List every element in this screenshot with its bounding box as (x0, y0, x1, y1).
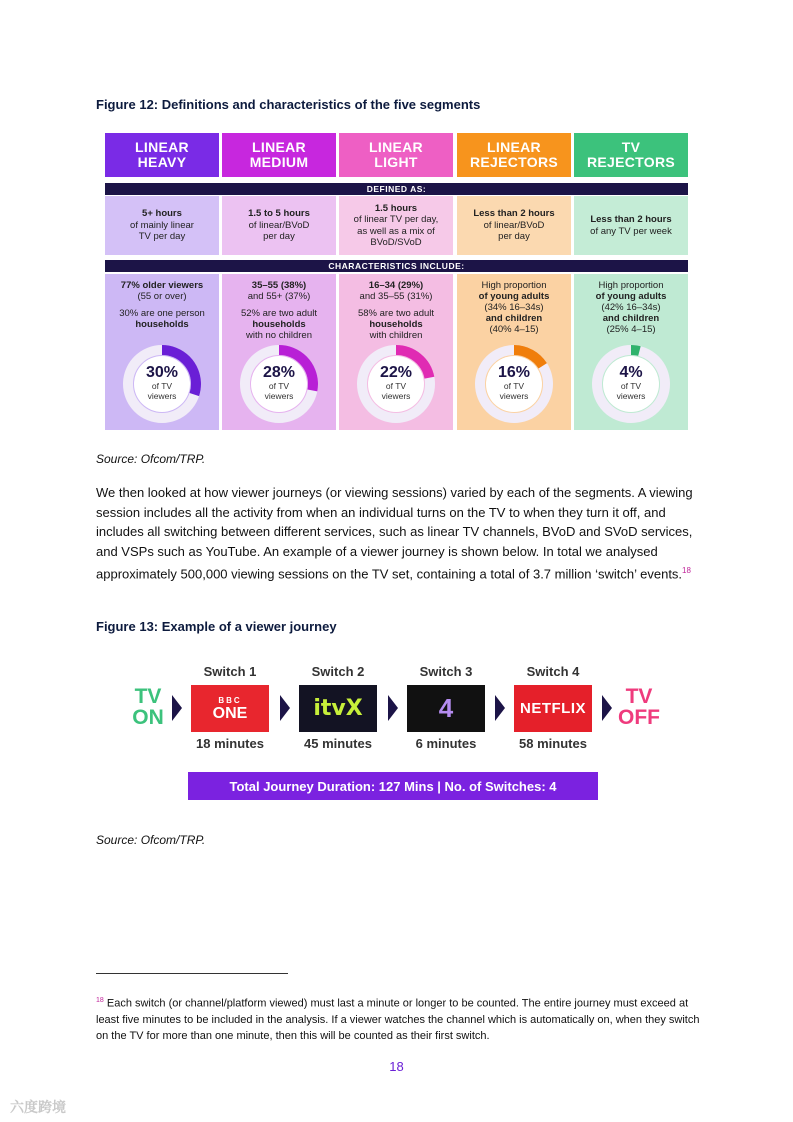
netflix-logo (514, 685, 592, 732)
characteristic-line: with children (369, 330, 423, 341)
share-label-1: of TV (151, 381, 173, 391)
share-percent: 22% (379, 364, 413, 381)
donut-label (472, 364, 556, 401)
watermark: 六度跨境 (10, 1099, 66, 1115)
definition-line: of any TV per week (590, 225, 672, 237)
characteristic-line: and children (485, 313, 543, 324)
segment-definition (105, 196, 219, 255)
switch-2-minutes: 45 minutes (304, 736, 372, 751)
switch-3-minutes: 6 minutes (415, 736, 477, 751)
segment-definition (457, 196, 571, 255)
definition-line: of linear/BVoD (483, 219, 545, 231)
segment-definition (222, 196, 336, 255)
donut-label (354, 364, 438, 401)
tv-off-label (614, 686, 664, 728)
definition-line: 1.5 hours (374, 202, 418, 214)
segment-name-line1: TV (621, 139, 641, 155)
segment-name-line2: REJECTORS (469, 154, 559, 170)
footnote-text: Each switch (or channel/platform viewed) must last a minute or longer to be counted. The entire journey must exceed at least five minutes to be included in the analysis. If a viewer watches the channel which is automatically on, when they switch on the TV for more than one minute, then this will be counted as their first switch. (96, 997, 700, 1042)
share-percent: 28% (262, 364, 296, 381)
definition-line: 1.5 to 5 hours (248, 208, 310, 220)
figure-12-source: Source: Ofcom/TRP. (96, 452, 206, 466)
donut-label (589, 364, 673, 401)
bbc-one-logo (191, 685, 269, 732)
figure-13-title: Figure 13: Example of a viewer journey (96, 619, 337, 634)
footnote-number: 18 (96, 997, 104, 1004)
switch-4-label: Switch 4 (526, 664, 580, 679)
tv-off-line2: OFF (618, 706, 660, 729)
defined-as-band: DEFINED AS: (105, 183, 688, 195)
arrow-icon (602, 695, 612, 721)
segment-characteristics (222, 274, 336, 430)
share-label-2: viewers (616, 391, 646, 401)
figure-12-title: Figure 12: Definitions and characteristics of the five segments (96, 97, 481, 112)
share-label-1: of TV (620, 381, 642, 391)
footnote (96, 993, 706, 1044)
characteristic-line: (25% 4–15) (606, 324, 656, 335)
characteristic-line: 35–55 (38%) (251, 280, 307, 291)
definition-line: as well as a mix of (357, 225, 435, 237)
channel-4-text: 4 (438, 693, 454, 723)
tv-on-line1: TV (134, 685, 162, 708)
characteristic-line: 52% are two adult (240, 308, 318, 319)
share-percent: 16% (497, 364, 531, 381)
characteristic-line: 30% are one person (119, 308, 205, 319)
segment-header (574, 133, 688, 177)
segment-name-line1: LINEAR (369, 139, 423, 155)
footnote-divider (96, 973, 288, 974)
segment-header (339, 133, 453, 177)
characteristic-line: and 55+ (37%) (247, 291, 311, 302)
arrow-icon (280, 695, 290, 721)
definition-line: TV per day (138, 231, 186, 243)
characteristic-line: High proportion (481, 280, 547, 291)
share-percent: 4% (619, 364, 643, 381)
share-label-1: of TV (503, 381, 525, 391)
switch-1-label: Switch 1 (203, 664, 257, 679)
body-paragraph (96, 483, 706, 584)
characteristic-line: (42% 16–34s) (601, 302, 661, 313)
share-label-2: viewers (381, 391, 411, 401)
characteristic-line: households (135, 319, 189, 330)
characteristic-line: with no children (245, 330, 312, 341)
figure-13-source: Source: Ofcom/TRP. (96, 833, 206, 847)
donut-label (237, 364, 321, 401)
switch-1-minutes: 18 minutes (196, 736, 264, 751)
switch-2-label: Switch 2 (311, 664, 365, 679)
segment-characteristics (339, 274, 453, 430)
definition-line: 5+ hours (142, 208, 182, 220)
arrow-icon (388, 695, 398, 721)
bbc-blocks: BBC (218, 695, 242, 705)
characteristic-line: High proportion (598, 280, 664, 291)
segment-characteristics (105, 274, 219, 430)
netflix-text: NETFLIX (520, 700, 586, 717)
characteristics-text (578, 280, 684, 335)
characteristic-line: households (252, 319, 306, 330)
segment-definition (339, 196, 453, 255)
share-label-2: viewers (147, 391, 177, 401)
share-label-2: viewers (264, 391, 294, 401)
segment-characteristics (457, 274, 571, 430)
footnote-ref[interactable]: 18 (682, 566, 691, 576)
tv-on-line2: ON (132, 706, 164, 729)
definition-line: per day (498, 231, 530, 243)
characteristic-line: (40% 4–15) (489, 324, 539, 335)
bbc-one-text: ONE (212, 704, 248, 722)
donut-label (120, 364, 204, 401)
itvx-text: itvX (313, 696, 363, 721)
switch-4-minutes: 58 minutes (519, 736, 587, 751)
characteristic-line: 77% older viewers (120, 280, 204, 291)
page-number: 18 (389, 1059, 404, 1074)
characteristics-text (461, 280, 567, 335)
characteristic-line: of young adults (595, 291, 667, 302)
characteristic-line: and children (602, 313, 660, 324)
total-journey-banner: Total Journey Duration: 127 Mins | No. of Switches: 4 (188, 772, 598, 800)
segment-name-line1: LINEAR (252, 139, 306, 155)
share-label-1: of TV (268, 381, 290, 391)
segment-name-line1: LINEAR (487, 139, 541, 155)
definition-line: BVoD/SVoD (370, 237, 422, 248)
characteristic-line: 58% are two adult (357, 308, 435, 319)
segment-characteristics (574, 274, 688, 430)
segment-definition (574, 196, 688, 255)
characteristic-line: and 35–55 (31%) (359, 291, 433, 302)
share-label-1: of TV (385, 381, 407, 391)
characteristic-line: (55 or over) (137, 291, 187, 302)
segment-header (457, 133, 571, 177)
characteristics-text (226, 280, 332, 341)
definition-line: of linear TV per day, (353, 214, 439, 225)
itvx-logo (299, 685, 377, 732)
arrow-icon (495, 695, 505, 721)
characteristic-line: households (369, 319, 423, 330)
characteristic-line: 16–34 (29%) (368, 280, 424, 291)
channel-4-logo (407, 685, 485, 732)
tv-off-line1: TV (625, 685, 653, 708)
definition-line: of mainly linear (130, 219, 194, 231)
definition-line: per day (263, 231, 295, 243)
definition-line: Less than 2 hours (590, 214, 672, 225)
arrow-icon (172, 695, 182, 721)
characteristics-band: CHARACTERISTICS INCLUDE: (105, 260, 688, 272)
segment-name-line2: MEDIUM (249, 154, 309, 170)
share-percent: 30% (145, 364, 179, 381)
definition-line: Less than 2 hours (473, 208, 555, 220)
characteristic-line: (34% 16–34s) (484, 302, 544, 313)
share-label-2: viewers (499, 391, 529, 401)
characteristic-line: of young adults (478, 291, 550, 302)
segment-name-line1: LINEAR (135, 139, 189, 155)
segment-header (105, 133, 219, 177)
paragraph-text: We then looked at how viewer journeys (or viewing sessions) varied by each of the segments. A viewing session includes all the activity from when an individual turns on the TV to when they turn it off, and includes all switching between different services, such as linear TV channels, BVoD and SVoD services, and VSPs such as YouTube. An example of a viewer journey is shown below. In total we analysed approximately 500,000 viewing sessions on the TV set, containing a total of 3.7 million ‘switch’ events. (96, 485, 693, 582)
definition-line: of linear/BVoD (248, 219, 310, 231)
switch-3-label: Switch 3 (419, 664, 473, 679)
characteristics-text (109, 280, 215, 330)
characteristics-text (343, 280, 449, 341)
tv-on-label (128, 686, 168, 728)
segment-name-line2: LIGHT (374, 154, 418, 170)
segment-header (222, 133, 336, 177)
segment-name-line2: HEAVY (137, 154, 187, 170)
segment-name-line2: REJECTORS (586, 154, 676, 170)
